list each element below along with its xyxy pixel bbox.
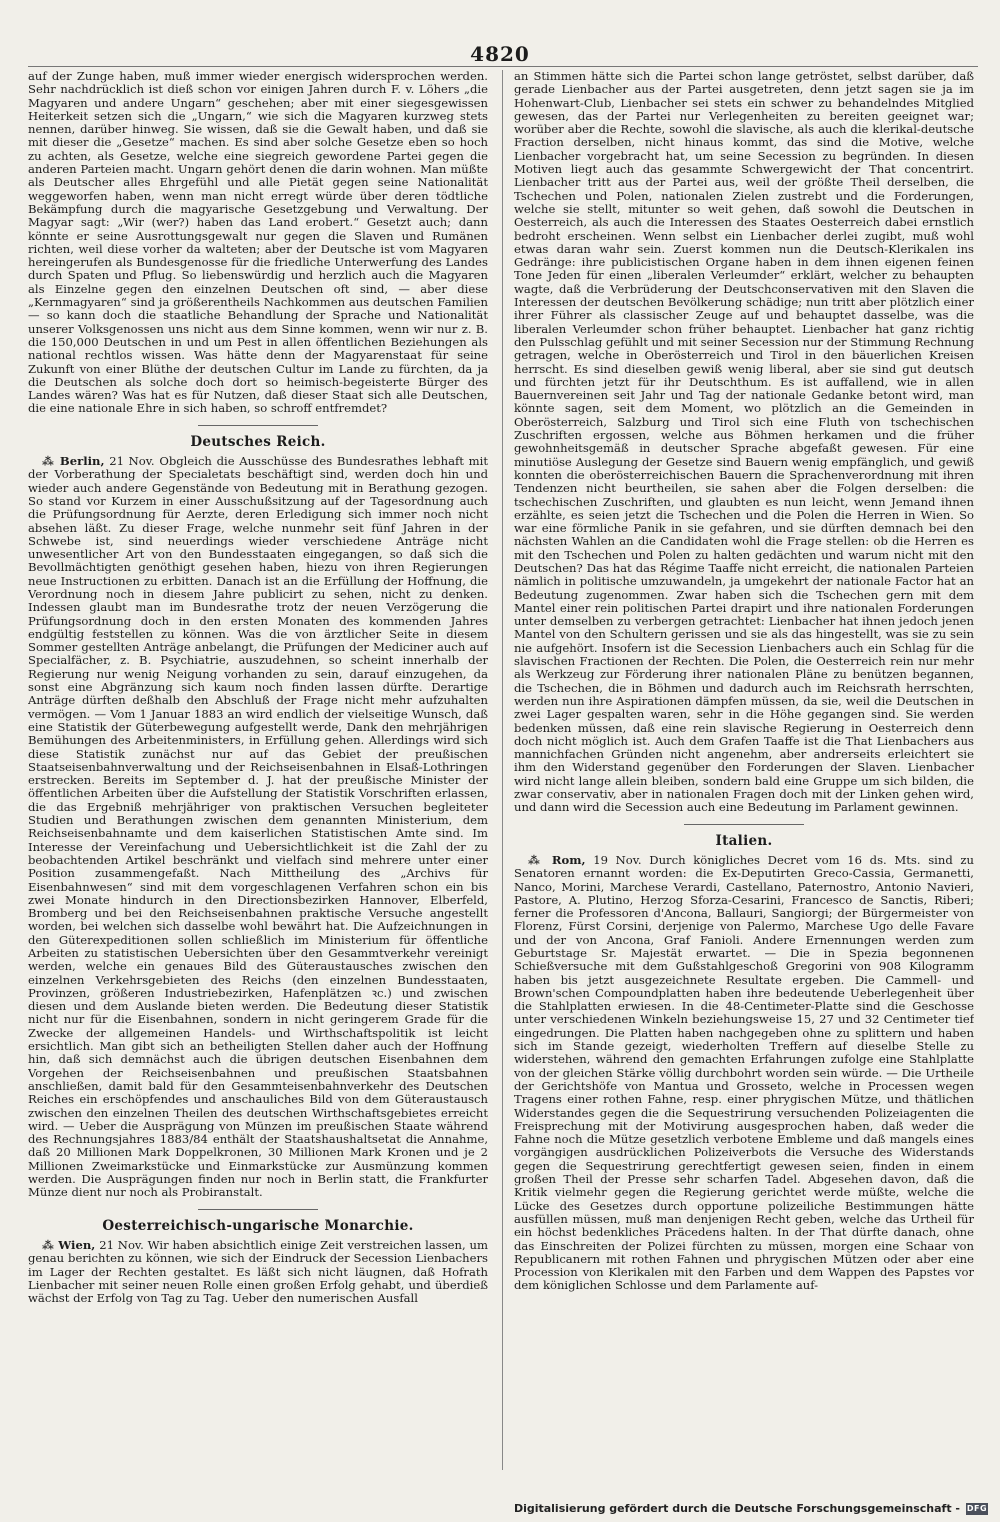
left-column bbox=[28, 70, 488, 1470]
column-divider bbox=[502, 70, 503, 1470]
right-column bbox=[514, 70, 974, 1470]
text-wien: 21 Nov. Wir haben absichtlich einige Zeit verstreichen lassen, um genau berichten zu können, wie sich der Eindruck der Secession Lienbachers im Lager der Rechten gestaltet. Es läßt sich nicht läugnen, daß Hofrath Lienbacher mit seiner neuen Rolle einen großen Erfolg gehabt, und überdieß wächst der Erfolg von Tag zu Tag. Ueber den numerischen Ausfall bbox=[28, 1237, 488, 1306]
dateline-wien: ⁂ Wien, bbox=[42, 1237, 96, 1252]
paragraph-berlin bbox=[28, 455, 488, 1200]
dateline-rom: ⁂ Rom, bbox=[528, 852, 586, 867]
footer-text: Digitalisierung gefördert durch die Deutsche Forschungsgemeinschaft - bbox=[513, 1502, 960, 1515]
text-berlin: 21 Nov. Obgleich die Ausschüsse des Bundesrathes lebhaft mit der Vorberathung der Specialetats beschäftigt sind, werden doch hin und wieder auch andere Gegenstände von Bedeutung mit in Berathung gezogen. So stand vor Kurzem in einer Ausschußsitzung auf der Tagesordnung auch die Prüfungsordnung für Aerzte, deren Erledigung sich immer noch nicht absehen läßt. Zu dieser Frage, welche nunmehr seit fünf Jahren in der Schwebe ist, sind neuerdings wieder verschiedene Anträge nicht unwesentlicher Art von den Bundesstaaten eingegangen, so daß sich die Bevollmächtigten genöthigt gesehen haben, hiezu von ihren Regierungen neue Instructionen zu erbitten. Danach ist an die Erfüllung der Hoffnung, die Verordnung noch in diesem Jahre publicirt zu sehen, nicht zu denken. Indessen glaubt man im Bundesrathe trotz der neuen Verzögerung die Prüfungsordnung doch in den ersten Monaten des kommenden Jahres endgültig feststellen zu können. Was die von ärztlicher Seite in diesem Sommer gestellten Anträge anbelangt, die Prüfungen der Mediciner auch auf Specialfächer, z. B. Psychiatrie, auszudehnen, so scheint innerhalb der Regierung nur wenig Neigung vorhanden zu sein, darauf einzugehen, da sonst eine Abgränzung sich kaum noch finden lassen dürfte. Derartige Anträge dürften deßhalb den Abschluß der Frage nicht mehr aufzuhalten vermögen. — Vom 1 Januar 1883 an wird endlich der vielseitige Wunsch, daß eine Statistik der Güterbewegung aufgestellt werde, Dank den mehrjährigen Bemühungen des Arbeitenministers, in Erfüllung gehen. Allerdings wird sich diese Statistik zunächst nur auf das Gebiet der preußischen Staatseisenbahnverwaltung und der Reichseisenbahnen in Elsaß-Lothringen erstrecken. Bereits im September d. J. hat der preußische Minister der öffentlichen Arbeiten über die Aufstellung der Statistik Vorschriften erlassen, die das Ergebniß mehrjähriger von praktischen Versuchen begleiteter Studien und Berathungen zwischen dem genannten Ministerium, dem Reichseisenbahnamte und dem kaiserlichen Statistischen Amte sind. Im Interesse der Vereinfachung und Uebersichtlichkeit ist die Zahl der zu beobachtenden Artikel beschränkt und vielfach sind mehrere unter einer Position zusammengefaßt. Nach Mittheilung des „Archivs für Eisenbahnwesen“ sind mit dem vorgeschlagenen Verfahren schon ein bis zwei Monate hindurch in den Directionsbezirken Hannover, Elberfeld, Bromberg und bei den Reichseisenbahnen praktische Versuche angestellt worden, bei welchen sich dasselbe wohl bewährt hat. Die Aufzeichnungen in den Güterexpeditionen sollen schließlich im Ministerium für öffentliche Arbeiten zu statistischen Uebersichten über den Gesammtverkehr vereinigt werden, welche ein genaues Bild des Güteraustausches zwischen den einzelnen Verkehrsgebieten des Reichs (den einzelnen Bundesstaaten, Provinzen, größeren Industriebezirken, Hafenplätzen ꝛc.) und zwischen diesen und dem Auslande bieten werden. Die Bedeutung dieser Statistik nicht nur für die Eisenbahnen, sondern in nicht geringerem Grade für die Zwecke der allgemeinen Handels- und Wirthschaftspolitik ist leicht ersichtlich. Man gibt sich an betheiligten Stellen daher auch der Hoffnung hin, daß sich demnächst auch die übrigen deutschen Eisenbahnen dem Vorgehen der Reichseisenbahnen und preußischen Staatsbahnen anschließen, damit bald für den Gesammteisenbahnverkehr des Deutschen Reiches ein erschöpfendes und anschauliches Bild von dem Güteraustausch zwischen den einzelnen Theilen des deutschen Wirthschaftsgebietes erreicht wird. — Ueber die Ausprägung von Münzen im preußischen Staate während des Rechnungsjahres 1883/84 enthält der Staatshaushaltsetat die Annahme, daß 20 Millionen Mark Doppelkronen, 30 Millionen Mark Kronen und je 2 Millionen Zweimarkstücke und Einmarkstücke zur Ausmünzung kommen werden. Die Ausprägungen finden nur noch in Berlin statt, die Frankfurter Münze dient nur noch als Probiranstalt. bbox=[28, 454, 488, 1200]
page-number: 4820 bbox=[470, 42, 530, 66]
separator bbox=[684, 824, 804, 825]
heading-deutsches-reich: Deutsches Reich. bbox=[190, 433, 326, 450]
top-rule bbox=[28, 66, 978, 67]
paragraph-magyar: auf der Zunge haben, muß immer wieder energisch widersprochen werden. Sehr nachdrücklich ist dieß schon vor einigen Jahren durch F. v. Löhers „die Magyaren und andere Ungarn“ geschehen; aber mit einer siegesgewissen Heiterkeit setzen sich die „Ungarn,“ wie sich die Magyaren kurzweg stets nennen, darüber hinweg. Sie wissen, daß sie die Gewalt haben, und daß sie mit dieser die „Gesetze“ machen. Es sind aber solche Gesetze eben so hoch zu achten, als Gesetze, welche eine siegreich gewordene Partei gegen die anderen Parteien macht. Ungarn gehört denen die darin wohnen. Man müßte als Deutscher alles Ehrgefühl und alle Pietät gegen seine Nationalität weggeworfen haben, wenn man nicht erregt würde über deren tödtliche Bekämpfung durch die magyarische Gesetzgebung und Verwaltung. Der Magyar sagt: „Wir (wer?) haben das Land erobert.“ Gesetzt auch; dann könnte er seine Ausrottungsgewalt nur gegen die Slaven und Rumänen richten, weil diese vorher da walteten; aber der Deutsche ist vom Magyaren hereingerufen als Bundesgenosse für die friedliche Unterwerfung des Landes durch Spaten und Pflug. So liebenswürdig und herzlich auch die Magyaren als Einzelne gegen den einzelnen Deutschen oft sind, — aber diese „Kernmagyaren“ sind ja größerentheils Nachkommen aus deutschen Familien — so kann doch die staatliche Behandlung der Sprache und Nationalität unserer Volksgenossen uns nicht aus dem Sinne kommen, wenn wir nur z. B. die 150,000 Deutschen in und um Pest in allen öffentlichen Beziehungen als national rechtlos wissen. Was hätte denn der Magyarenstaat für seine Zukunft von einer Blüthe der deutschen Cultur im Lande zu fürchten, da ja die Deutschen als solche doch dort so heimisch-begeisterte Bürger des Landes wären? Was hat es für Nutzen, daß dieser Staat sich alle Deutschen, die eine nationale Ehre in sich haben, so schroff entfremdet? bbox=[28, 70, 488, 416]
paragraph-wien bbox=[28, 1239, 488, 1305]
heading-oesterreich: Oesterreichisch-ungarische Monarchie. bbox=[102, 1217, 414, 1234]
paragraph-lienbacher: an Stimmen hätte sich die Partei schon lange getröstet, selbst darüber, daß gerade Lienbacher aus der Partei ausgetreten, denn jetzt sagen sie ja im Hohenwart-Club, Lienbacher sei stets ein schwer zu behandelndes Mitglied gewesen, das der Partei nur Verlegenheiten zu bereiten geeignet war; worüber aber die Rechte, sowohl die slavische, als auch die klerikal-deutsche Fraction derselben, nicht hinaus kommt, das sind die Motive, welche Lienbacher vorgebracht hat, um seine Secession zu begründen. In diesen Motiven liegt auch das gesammte Schwergewicht der That concentrirt. Lienbacher tritt aus der Partei aus, weil der größte Theil derselben, die Tschechen und Polen, nationalen Zielen zustrebt und die Forderungen, welche sie stellt, mitunter so weit gehen, daß sowohl die Deutschen in Oesterreich, als auch die Interessen des Staates Oesterreich dabei ernstlich bedroht erscheinen. Wenn selbst ein Lienbacher derlei zugibt, muß wohl etwas daran wahr sein. Zuerst kommen nun die Deutsch-Klerikalen ins Gedränge: ihre publicistischen Organe haben in dem ihnen eigenen feinen Tone Jeden für einen „liberalen Verleumder“ erklärt, welcher zu behaupten wagte, daß die Verbrüderung der Deutschconservativen mit den Slaven die Interessen der deutschen Bevölkerung schädige; nun tritt aber plötzlich einer ihrer Führer als classischer Zeuge auf und behauptet dasselbe, was die liberalen Verleumder schon früher behauptet. Lienbacher hat ganz richtig den Pulsschlag gefühlt und mit seiner Secession nur der Stimmung Rechnung getragen, welche in Oberösterreich und Tirol in den bäuerlichen Kreisen herrscht. Es sind dieselben gewiß wenig liberal, aber sie sind gut deutsch und fürchten jetzt für ihr Deutschthum. Es ist auffallend, wie in allen Bauernvereinen seit Jahr und Tag der nationale Gedanke betont wird, man könnte sagen, seit dem Moment, wo plötzlich an die Gemeinden in Oberösterreich, Salzburg und Tirol sich eine Fluth von tschechischen Zuschriften ergossen, welche aus Böhmen herkamen und die früher gewohnheitsgemäß in deutscher Sprache abgefaßt gewesen. Für eine minutiöse Auslegung der Gesetze sind Bauern wenig empfänglich, und gewiß konnten die oberösterreichischen Bauern die Sprachenverordnung mit ihren Tendenzen nicht beurtheilen, sie sahen aber die Folgen derselben: die tschechischen Zuschriften, und glaubten es nun leicht, wenn Jemand ihnen erzählte, es seien jetzt die Tschechen und die Polen die Herren in Wien. So war eine förmliche Panik in sie gefahren, und sie dürften demnach bei den nächsten Wahlen an die Candidaten wohl die Frage stellen: ob die Herren es mit den Tschechen und Polen zu halten gedächten und warum nicht mit den Deutschen? Das hat das Régime Taaffe nicht erreicht, die nationalen Parteien nämlich in politische umzuwandeln, ja umgekehrt der nationale Factor hat an Bedeutung zugenommen. Zwar haben sich die Tschechen gern mit dem Mantel einer rein politischen Partei drapirt und ihre nationalen Forderungen unter demselben zu verbergen getrachtet: Lienbacher hat ihnen jedoch jenen Mantel von den Schultern gerissen und sie als das hingestellt, was sie zu sein nie aufgehört. Insofern ist die Secession Lienbachers auch ein Schlag für die slavischen Fractionen der Rechten. Die Polen, die Oesterreich rein nur mehr als Werkzeug zur Förderung ihrer nationalen Pläne zu benützen begannen, die Tschechen, die in Böhmen und dadurch auch im Reichsrath herrschten, werden nun ihre Aspirationen dämpfen müssen, da sie, weil die Deutschen in zwei Lager gespalten waren, sehr in die Höhe gegangen sind. Sie werden bedenken müssen, daß eine rein slavische Regierung in Oesterreich denn doch nicht möglich ist. Auch dem Grafen Taaffe ist die That Lienbachers aus mannichfachen Gründen nicht angenehm, aber andrerseits erleichtert sie ihm den Widerstand gegenüber den Forderungen der Slaven. Lienbacher wird nicht lange allein bleiben, sondern bald eine Gruppe um sich bilden, die zwar conservativ, aber in nationalen Fragen doch mit der Linken gehen wird, und dann wird die Secession auch eine Bedeutung im Parlament gewinnen. bbox=[514, 70, 974, 815]
separator bbox=[198, 425, 318, 426]
footer-credit bbox=[514, 1502, 988, 1515]
paragraph-rom bbox=[514, 854, 974, 1293]
dfg-logo-icon: DFG bbox=[966, 1504, 988, 1513]
text-rom: 19 Nov. Durch königliches Decret vom 16 ds. Mts. sind zu Senatoren ernannt worden: die Ex-Deputirten Greco-Cassia, Germanetti, Nanco, Morini, Marchese Verardi, Castellano, Paternostro, Antonio Navieri, Pastore, A. Plutino, Herzog Sforza-Cesarini, Francesco de Sanctis, Riberi; ferner die Professoren d'Ancona, Ballauri, Sangiorgi; der Bürgermeister von Florenz, Fürst Corsini, derjenige von Palermo, Marchese Ugo delle Favare und der von Ancona, Graf Fanioli. Andere Ernennungen werden zum Geburtstage Sr. Majestät erwartet. — Die in Spezia begonnenen Schießversuche mit dem Gußstahlgeschoß Gregorini von 908 Kilogramm haben bis jetzt ausgezeichnete Resultate ergeben. Die Cammell- und Brown'schen Compoundplatten haben ihre bedeutende Ueberlegenheit über die Stahlplatten erwiesen. In die 48-Centimeter-Platte sind die Geschosse unter verschiedenen Winkeln beziehungsweise 15, 27 und 32 Centimeter tief eingedrungen. Die Platten haben nachgegeben ohne zu splittern und haben sich im Stande gezeigt, wiederholten Treffern auf dieselbe Stelle zu widerstehen, während den gemachten Erfahrungen zufolge eine Stahlplatte von der gleichen Stärke völlig durchbohrt worden sein würde. — Die Urtheile der Gerichtshöfe von Mantua und Grosseto, welche in Processen wegen Tragens einer rothen Fahne, resp. einer phrygischen Mütze, und thätlichen Widerstandes gegen die die Sequestrirung versuchenden Polizeiagenten die Freisprechung mit der Motivirung ausgesprochen haben, daß weder die Fahne noch die Mütze gesetzlich verbotene Embleme und daß mangels eines vorgängigen ausdrücklichen Polizeiverbots die Versuche des Widerstands gegen die Sequestrirung gerechtfertigt gewesen seien, finden in einem großen Theil der Presse sehr scharfen Tadel. Abgesehen davon, daß die Kritik vielmehr gegen die Regierung gerichtet werde müßte, welche die Lücke des Gesetzes durch opportune polizeiliche Bestimmungen hätte ausfüllen müssen, muß man denjenigen Recht geben, welche das Urtheil für ein höchst bedenkliches Präcedens halten. In der That dürfte danach, ohne das Einschreiten der Polizei fürchten zu müssen, morgen eine Schaar von Republicanern mit rothen Fahnen und phrygischen Mützen oder aber eine Procession von Klerikalen mit den Farben und dem Wappen des Papstes vor dem königlichen Schlosse und dem Parlamente auf- bbox=[514, 852, 974, 1293]
dateline-berlin: ⁂ Berlin, bbox=[42, 454, 105, 469]
heading-italien: Italien. bbox=[715, 832, 773, 849]
separator bbox=[198, 1209, 318, 1210]
